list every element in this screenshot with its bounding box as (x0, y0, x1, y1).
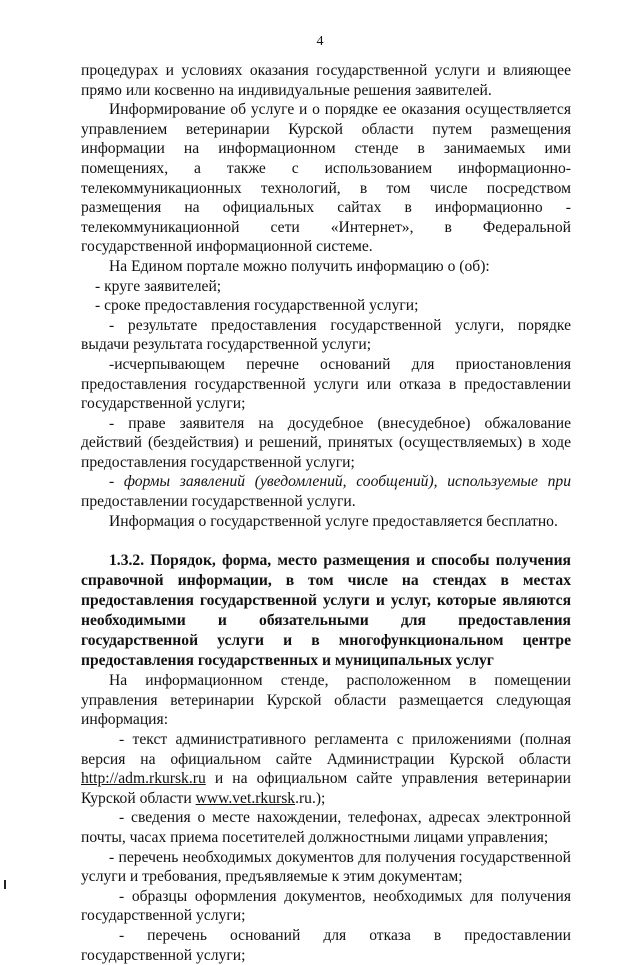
list-item-required-documents: - перечень необходимых документов для получения государственной услуги и требования, предъявляемые к этим документам; (81, 848, 571, 886)
list-item-application-forms (81, 472, 571, 511)
paragraph-informing: Информирование об услуге и о порядке ее оказания осуществляется управлением ветеринарии Курской области путем размещения информации на информационном стенде в занимаемых ими помещениях, а также с использованием информационно-телекоммуникационных технологий, в том числе посредством размещения на официальных сайтах в информационно - телекоммуникационной сети «Интернет», в Федеральной государственной информационной системе. (81, 101, 571, 256)
page-number: 4 (316, 34, 324, 49)
regulation-text-after: .ru.); (295, 789, 326, 807)
list-item-appeal-right: - праве заявителя на досудебное (внесудебное) обжалование действий (бездействия) и решений, принятых (осуществляемых) в ходе предоставления государственной услуги; (81, 414, 571, 471)
paragraph-portal-intro: На Едином портале можно получить информацию о (об): (109, 257, 490, 275)
list-item-regulation-text (81, 730, 571, 808)
list-item-application-forms-rest: предоставлении государственной услуги. (81, 493, 356, 511)
list-item-grounds: -исчерпывающем перечне оснований для приостановления предоставления государственной услуги или отказа в предоставлении государственной услуги; (81, 355, 571, 413)
list-item-term: - сроке предоставления государственной услуги; (95, 297, 419, 315)
list-item-contact-info: - сведения о месте нахождении, телефонах, адресах электронной почты, часах приема посетителей должностными лицами управления; (81, 809, 571, 846)
list-item-result: - результате предоставления государственной услуги, порядке выдачи результата государственной услуги; (81, 316, 571, 354)
paragraph-continuation: процедурах и условиях оказания государственной услуги и влияющее прямо или косвенно на индивидуальные решения заявителей. (81, 62, 571, 99)
list-item-refusal-grounds: - перечень оснований для отказа в предоставлении государственной услуги; (81, 926, 571, 964)
scan-edge-mark (4, 880, 6, 889)
list-item-application-forms-italic: - формы заявлений (уведомлений, сообщений), используемые при (109, 473, 571, 491)
paragraph-free-of-charge: Информация о государственной услуге предоставляется бесплатно. (109, 512, 558, 530)
list-item-document-samples: - образцы оформления документов, необходимых для получения государственной услуги; (81, 887, 571, 925)
regulation-text-before: - текст административного регламента с приложениями (полная версия на официальном сайте Администрации Курской области (81, 731, 571, 768)
list-item-applicants: - круге заявителей; (95, 277, 222, 295)
section-heading: 1.3.2. Порядок, форма, место размещения и способы получения справочной информации, в том числе на стендах в местах предоставления государственной услуги и услуг, которые являются необходимыми и обязательными для предоставления государственной услуги и в многофункциональном центре предоставления государственных и муниципальных услуг (81, 552, 571, 670)
admin-site-link[interactable]: http://adm.rkursk.ru (81, 770, 206, 788)
paragraph-stand-intro: На информационном стенде, расположенном в помещении управления ветеринарии Курской области размещается следующая информация: (81, 672, 571, 729)
page-content (81, 61, 571, 965)
vet-site-link[interactable]: www.vet.rkursk (195, 789, 296, 807)
regulation-text-between: и на официальном сайте управления ветеринарии Курской области (81, 770, 571, 807)
